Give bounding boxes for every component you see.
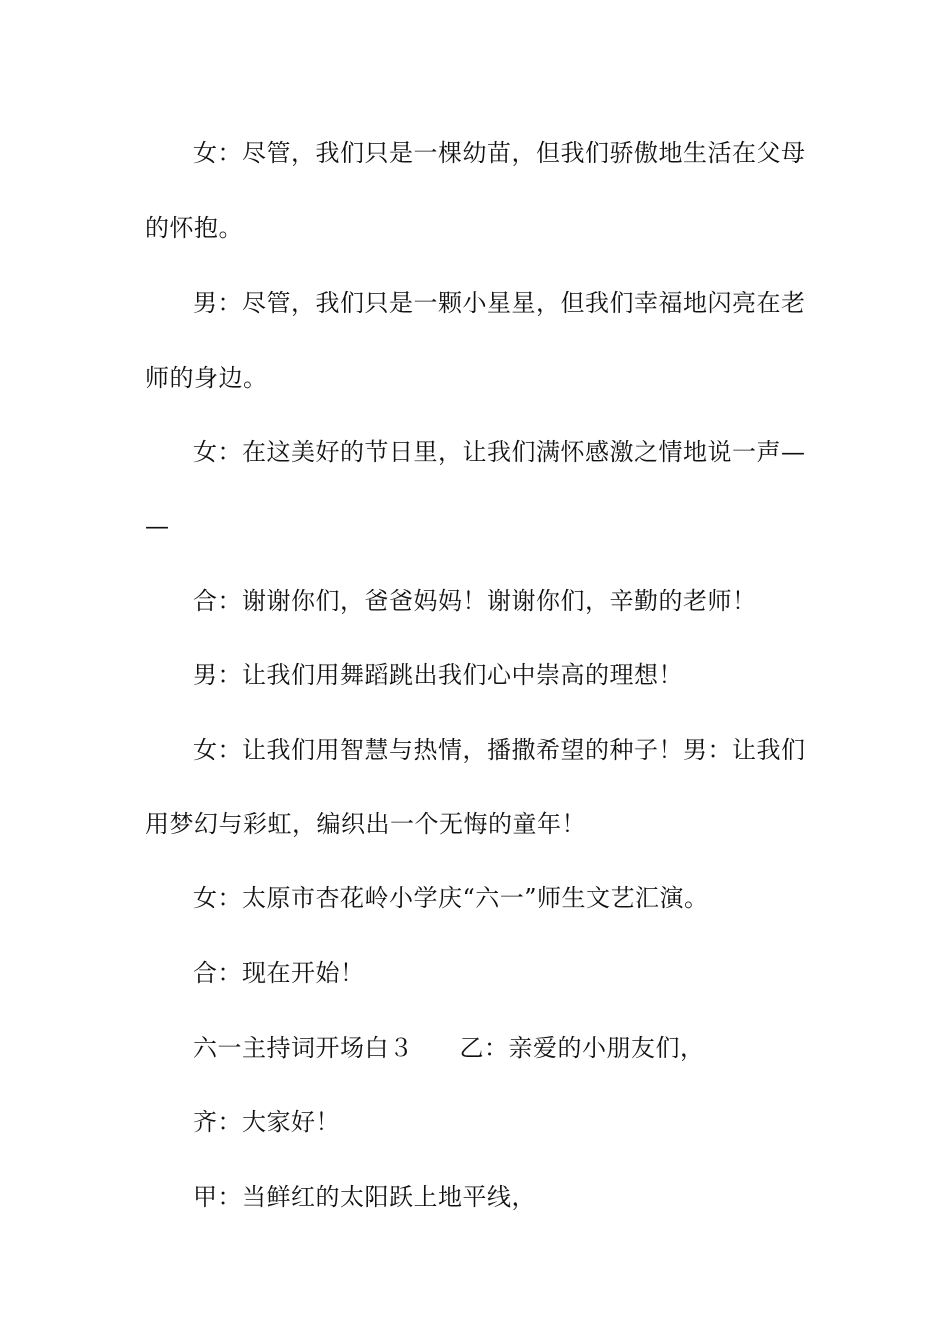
paragraph-line-11: 女：太原市杏花岭小学庆“六一”师生文艺汇演。 bbox=[193, 884, 709, 912]
paragraph-line-8: 男：让我们用舞蹈跳出我们心中崇高的理想！ bbox=[193, 661, 683, 689]
paragraph-line-4: 师的身边。 bbox=[145, 364, 268, 392]
paragraph-line-12: 合：现在开始！ bbox=[193, 959, 365, 987]
paragraph-line-9: 女：让我们用智慧与热情，播撒希望的种子！男：让我们 bbox=[193, 736, 806, 764]
paragraph-line-10: 用梦幻与彩虹，编织出一个无悔的童年！ bbox=[145, 810, 586, 838]
paragraph-line-15: 甲：当鲜红的太阳跃上地平线， bbox=[193, 1183, 536, 1211]
paragraph-line-1: 女：尽管，我们只是一棵幼苗，但我们骄傲地生活在父母 bbox=[193, 139, 806, 167]
dialogue-line: 乙：亲爱的小朋友们， bbox=[459, 1034, 705, 1062]
paragraph-line-6: — bbox=[145, 512, 170, 540]
paragraph-line-13 bbox=[193, 1032, 815, 1064]
section-heading: 六一主持词开场白３ bbox=[193, 1034, 414, 1062]
paragraph-line-3: 男：尽管，我们只是一颗小星星，但我们幸福地闪亮在老 bbox=[193, 289, 806, 317]
paragraph-line-2: 的怀抱。 bbox=[145, 214, 243, 242]
paragraph-line-7: 合：谢谢你们，爸爸妈妈！谢谢你们，辛勤的老师！ bbox=[193, 587, 757, 615]
paragraph-line-14: 齐：大家好！ bbox=[193, 1108, 340, 1136]
paragraph-line-5: 女：在这美好的节日里，让我们满怀感激之情地说一声— bbox=[193, 438, 806, 466]
